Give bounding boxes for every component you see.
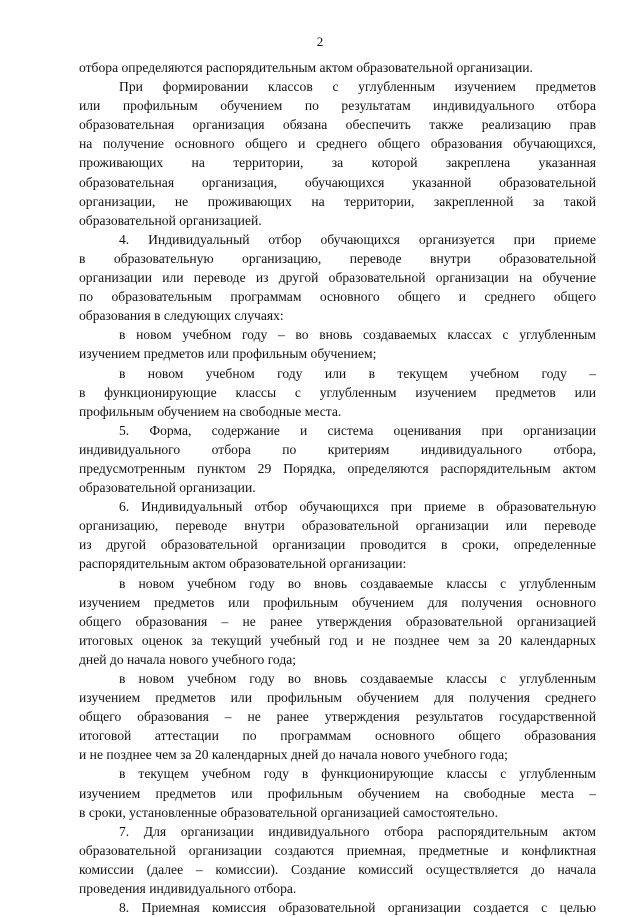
text-line: в новом учебном году во вновь создаваемые классы с углубленным xyxy=(119,575,596,591)
text-line: в функционирующие классы с углубленным изучением предметов или xyxy=(79,384,596,400)
text-line: 5. Форма, содержание и система оценивания при организации xyxy=(119,422,596,438)
text-line: организации, не проживающих на территории, закрепленной за такой xyxy=(79,193,596,209)
text-line: по образовательным программам основного общего и среднего общего xyxy=(79,289,596,305)
text-line: распорядительным актом образовательной организации: xyxy=(79,556,407,572)
text-line: изучением предметов или профильным обучением для получения среднего xyxy=(79,690,596,706)
text-line: изучением предметов или профильным обучением на свободные места – xyxy=(79,785,596,801)
text-line: образовательной организации создаются приемная, предметные и конфликтная xyxy=(79,842,596,858)
text-line: образовательной организацией. xyxy=(79,212,262,228)
text-line: профильным обучением на свободные места. xyxy=(79,403,342,419)
text-line: При формировании классов с углубленным изучением предметов xyxy=(119,79,596,95)
text-line: в новом учебном году во вновь создаваемые классы с углубленным xyxy=(119,671,596,686)
text-line: 6. Индивидуальный отбор обучающихся при приеме в образовательную xyxy=(119,499,596,515)
text-line: из другой образовательной организации проводится в сроки, определенные xyxy=(79,537,596,553)
text-line: 4. Индивидуальный отбор обучающихся организуется при приеме xyxy=(119,231,596,247)
text-line: проживающих на территории, за которой закреплена указанная xyxy=(79,155,596,171)
text-line: итоговой аттестации по программам основного общего образования xyxy=(79,728,596,744)
text-line: в новом учебном году или в текущем учебном году – xyxy=(119,365,596,381)
text-line: в текущем учебном году в функционирующие классы с углубленным xyxy=(119,766,596,782)
text-line: образовательная организация обязана обеспечить также реализацию прав xyxy=(79,117,596,133)
text-line: индивидуального отбора по критериям индивидуального отбора, xyxy=(79,441,596,457)
text-line: дней до начала нового учебного года; xyxy=(79,651,297,667)
text-line: общего образования – не ранее утверждения образовательной организацией xyxy=(79,613,596,629)
text-line: в новом учебном году – во вновь создаваемых классах с углубленным xyxy=(119,327,596,343)
text-line: образовательная организация, обучающихся указанной образовательной xyxy=(79,174,596,190)
text-line: отбора определяются распорядительным актом образовательной организации. xyxy=(79,60,533,75)
body-text xyxy=(79,58,596,917)
text-line: 7. Для организации индивидуального отбора распорядительным актом xyxy=(119,823,596,839)
text-line: 8. Приемная комиссия образовательной организации создается с целью xyxy=(119,900,596,916)
text-line: изучением предметов или профильным обучением для получения основного xyxy=(79,594,596,610)
text-line: организацию, переводе внутри образовательной организации или переводе xyxy=(79,518,596,534)
text-line: итоговых оценок за текущий учебный год и не позднее чем за 20 календарных xyxy=(79,632,596,648)
text-line: в образовательную организацию, переводе внутри образовательной xyxy=(79,250,596,266)
text-line: изучением предметов или профильным обучением; xyxy=(79,346,377,362)
page-number: 2 xyxy=(316,34,324,49)
text-line: или профильным обучением по результатам индивидуального отбора xyxy=(79,98,596,114)
text-line: проведения индивидуального отбора. xyxy=(79,881,297,897)
text-line: образования в следующих случаях: xyxy=(79,308,284,324)
text-line: и не позднее чем за 20 календарных дней до начала нового учебного года; xyxy=(79,747,508,763)
text-line: комиссии (далее – комиссии). Создание комиссий осуществляется до начала xyxy=(79,861,596,877)
text-line: на получение основного общего и среднего общего образования обучающихся, xyxy=(79,136,596,152)
text-line: образовательной организации. xyxy=(79,480,256,496)
text-line: предусмотренным пунктом 29 Порядка, определяются распорядительным актом xyxy=(79,460,596,476)
text-line: организации или переводе из другой образовательной организации на обучение xyxy=(79,270,596,286)
text-line: в сроки, установленные образовательной организацией самостоятельно. xyxy=(79,804,498,820)
text-line: общего образования – не ранее утверждения результатов государственной xyxy=(79,709,596,725)
